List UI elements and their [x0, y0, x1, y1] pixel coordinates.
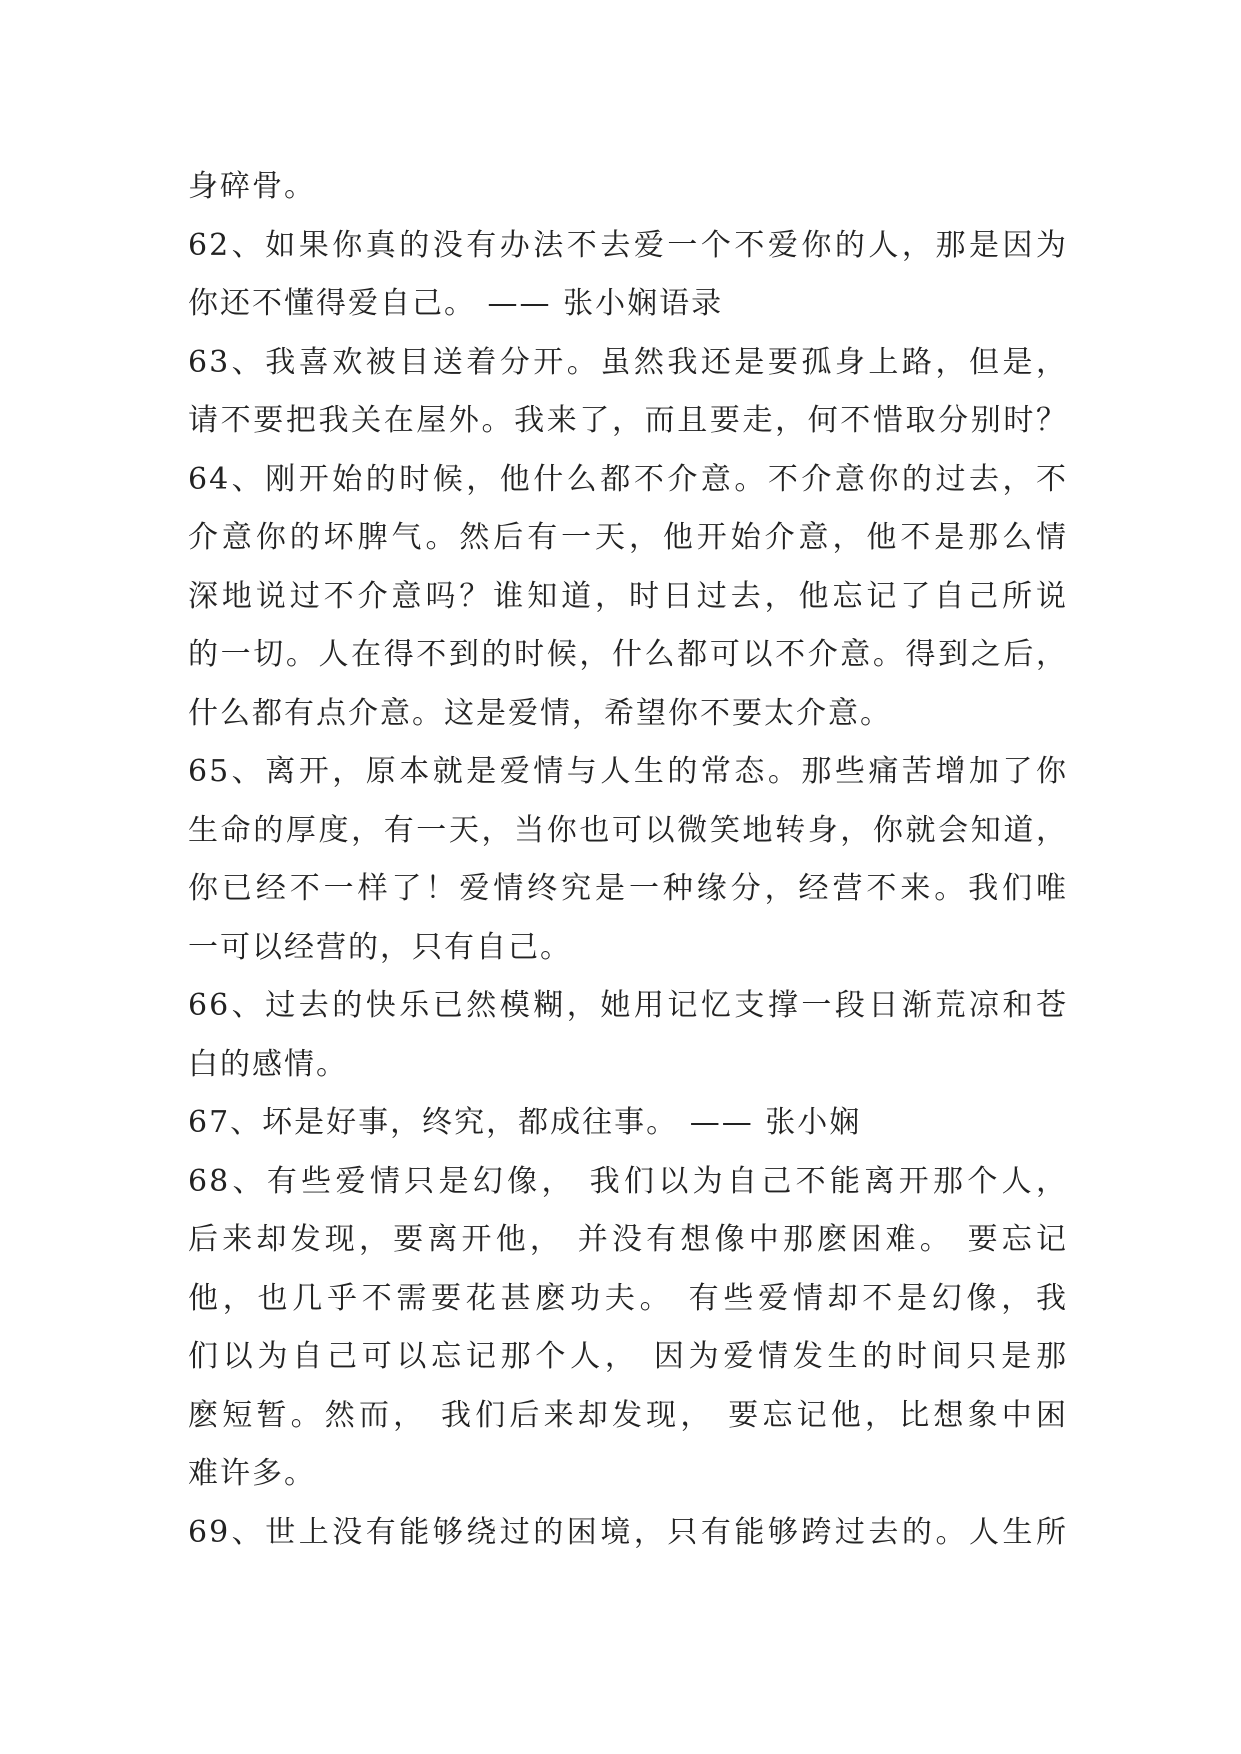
- text-line: 63、我喜欢被目送着分开。虽然我还是要孤身上路，但是，: [188, 344, 1068, 380]
- text-line: 们以为自己可以忘记那个人， 因为爱情发生的时间只是那: [188, 1339, 1068, 1374]
- text-line: 64、刚开始的时候，他什么都不介意。不介意你的过去，不: [188, 461, 1068, 497]
- text-line: 介意你的坏脾气。然后有一天，他开始介意，他不是那么情: [188, 520, 1068, 555]
- text-line: 你还不懂得爱自己。 —— 张小娴语录: [188, 286, 724, 321]
- text-line: 难许多。: [188, 1456, 316, 1491]
- text-line: 65、离开，原本就是爱情与人生的常态。那些痛苦增加了你: [188, 754, 1068, 789]
- text-line: 白的感情。: [188, 1046, 348, 1082]
- text-line: 67、坏是好事，终究，都成往事。 —— 张小娴: [188, 1105, 862, 1140]
- text-line: 生命的厚度，有一天，当你也可以微笑地转身，你就会知道，: [188, 812, 1068, 848]
- text-line: 麽短暂。然而， 我们后来却发现， 要忘记他，比想象中困: [188, 1397, 1068, 1433]
- text-line: 请不要把我关在屋外。我来了，而且要走，何不惜取分别时？: [188, 403, 1068, 438]
- text-line: 他，也几乎不需要花甚麽功夫。 有些爱情却不是幻像，我: [188, 1280, 1068, 1316]
- text-line: 什么都有点介意。这是爱情，希望你不要太介意。: [188, 695, 892, 731]
- text-line: 你已经不一样了！爱情终究是一种缘分，经营不来。我们唯: [188, 871, 1068, 906]
- text-line: 身碎骨。: [188, 169, 316, 204]
- text-line: 深地说过不介意吗？谁知道，时日过去，他忘记了自己所说: [188, 578, 1068, 614]
- text-line: 66、过去的快乐已然模糊，她用记忆支撑一段日渐荒凉和苍: [188, 988, 1068, 1023]
- text-line: 的一切。人在得不到的时候，什么都可以不介意。得到之后，: [188, 637, 1068, 672]
- text-line: 62、如果你真的没有办法不去爱一个不爱你的人，那是因为: [188, 227, 1068, 263]
- text-line: 68、有些爱情只是幻像， 我们以为自己不能离开那个人，: [188, 1163, 1068, 1199]
- text-line: 一可以经营的，只有自己。: [188, 929, 572, 965]
- text-line: 后来却发现，要离开他， 并没有想像中那麽困难。 要忘记: [188, 1222, 1068, 1257]
- text-line: 69、世上没有能够绕过的困境，只有能够跨过去的。人生所: [188, 1514, 1068, 1550]
- document-text: [188, 158, 1068, 1562]
